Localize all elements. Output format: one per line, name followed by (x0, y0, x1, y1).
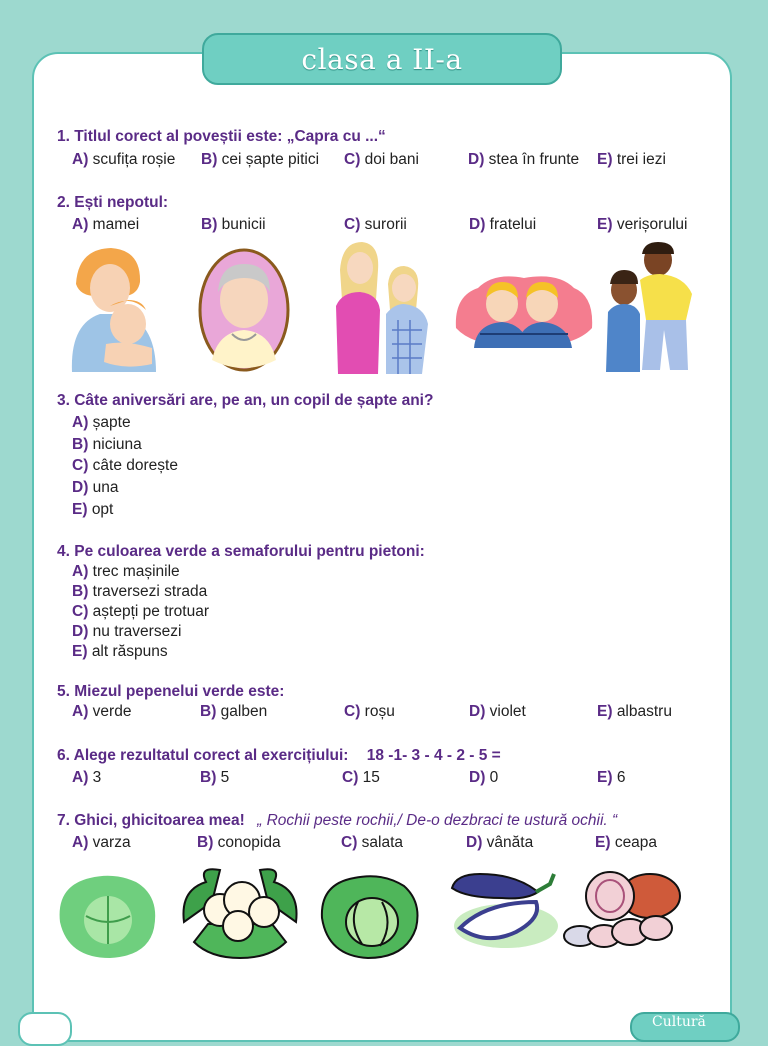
question-5-text: 5. Miezul pepenelui verde este: (57, 683, 285, 700)
question-1 (57, 128, 386, 146)
q6-option-c[interactable]: C) 15 (342, 769, 380, 786)
question-7 (57, 812, 617, 830)
q7-option-e[interactable]: E) ceapa (595, 834, 658, 851)
question-7-riddle: „ Rochii peste rochii,/ De-o dezbraci te ustură ochii. “ (257, 812, 618, 829)
q3-option-e[interactable]: E) opt (72, 501, 114, 518)
q4-option-d[interactable]: D) nu traversezi (72, 623, 182, 640)
q3-option-d[interactable]: D) una (72, 479, 119, 496)
question-3-text: 3. Câte aniversări are, pe an, un copil de șapte ani? (57, 392, 434, 409)
q3-option-c[interactable]: C) câte dorește (72, 457, 178, 474)
q3-option-b[interactable]: B) niciuna (72, 436, 142, 453)
section-label: Cultură (652, 1014, 706, 1030)
onion-illustration (560, 866, 686, 952)
q6-option-a[interactable]: A) 3 (72, 769, 102, 786)
q4-option-c[interactable]: C) aștepți pe trotuar (72, 603, 209, 620)
question-2-text: 2. Ești nepotul: (57, 194, 169, 211)
brothers-illustration (454, 268, 594, 348)
question-2 (57, 194, 168, 212)
page-number-tab (18, 1012, 72, 1046)
eggplant-illustration (446, 866, 560, 950)
mother-child-illustration (66, 244, 158, 372)
q7-option-a[interactable]: A) varza (72, 834, 131, 851)
q7-option-c[interactable]: C) salata (341, 834, 404, 851)
q4-option-b[interactable]: B) traversezi strada (72, 583, 208, 600)
section-tab (630, 1012, 740, 1042)
q7-option-b[interactable]: B) conopida (197, 834, 281, 851)
q5-option-c[interactable]: C) roșu (344, 703, 395, 720)
question-4 (57, 543, 425, 561)
q5-option-e[interactable]: E) albastru (597, 703, 672, 720)
q5-option-a[interactable]: A) verde (72, 703, 132, 720)
q2-option-d[interactable]: D) fratelui (469, 216, 537, 233)
q4-option-e[interactable]: E) alt răspuns (72, 643, 168, 660)
q2-option-b[interactable]: B) bunicii (201, 216, 266, 233)
q1-option-b[interactable]: B) cei șapte pitici (201, 151, 320, 168)
title-banner (202, 33, 562, 85)
sisters-illustration (332, 240, 434, 374)
question-7-text: 7. Ghici, ghicitoarea mea! (57, 812, 245, 829)
q2-option-e[interactable]: E) verișorului (597, 216, 688, 233)
q1-option-c[interactable]: C) doi bani (344, 151, 419, 168)
question-5 (57, 683, 284, 701)
question-6 (57, 747, 501, 765)
grandmother-portrait (198, 248, 290, 372)
cauliflower-illustration (180, 862, 300, 962)
q6-option-d[interactable]: D) 0 (469, 769, 499, 786)
cabbage-illustration (56, 872, 158, 960)
question-4-text: 4. Pe culoarea verde a semaforului pentru pietoni: (57, 543, 425, 560)
q1-option-e[interactable]: E) trei iezi (597, 151, 666, 168)
q2-option-c[interactable]: C) surorii (344, 216, 407, 233)
cousins-illustration (600, 240, 696, 372)
q5-option-d[interactable]: D) violet (469, 703, 526, 720)
page-title: clasa a II-a (301, 42, 463, 76)
q6-option-b[interactable]: B) 5 (200, 769, 230, 786)
q3-option-a[interactable]: A) șapte (72, 414, 131, 431)
q1-option-a[interactable]: A) scufița roșie (72, 151, 176, 168)
question-1-emphasis: „Capra cu ...“ (286, 128, 386, 145)
q4-option-a[interactable]: A) trec mașinile (72, 563, 180, 580)
question-6-text: 6. Alege rezultatul corect al exercițiului: (57, 747, 349, 764)
lettuce-illustration (318, 872, 422, 962)
q6-option-e[interactable]: E) 6 (597, 769, 626, 786)
q5-option-b[interactable]: B) galben (200, 703, 268, 720)
question-1-text: 1. Titlul corect al poveștii este: (57, 128, 283, 145)
q7-option-d[interactable]: D) vânăta (466, 834, 534, 851)
q2-option-a[interactable]: A) mamei (72, 216, 140, 233)
question-3 (57, 392, 433, 410)
q1-option-d[interactable]: D) stea în frunte (468, 151, 580, 168)
question-6-expression: 18 -1- 3 - 4 - 2 - 5 = (366, 747, 501, 764)
